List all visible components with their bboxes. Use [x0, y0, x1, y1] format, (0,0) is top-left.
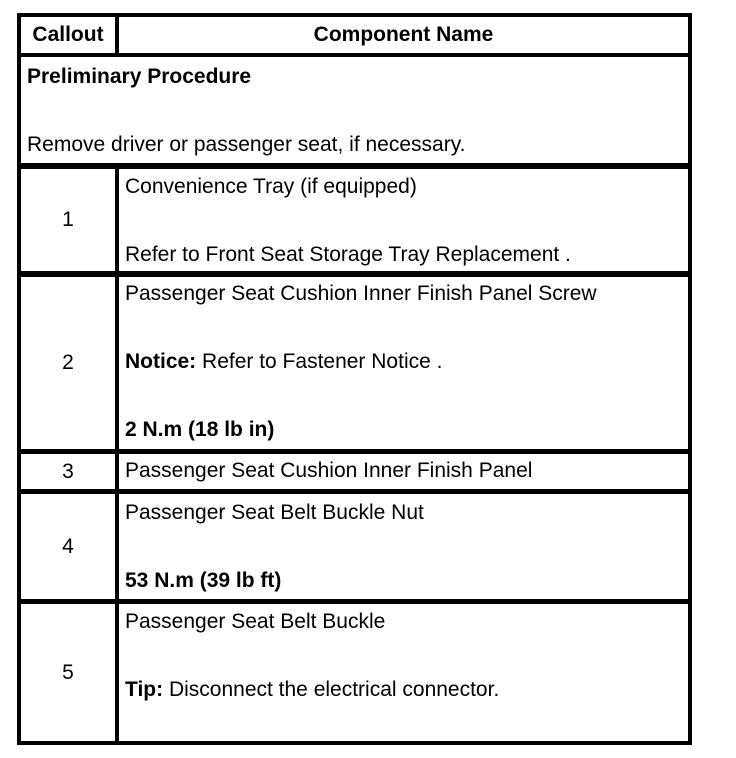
header-component-name: Component Name: [119, 17, 688, 53]
component-name: Passenger Seat Cushion Inner Finish Panel Screw: [125, 282, 597, 305]
callout-3: 3: [21, 454, 115, 489]
preliminary-title: Preliminary Procedure: [27, 65, 252, 88]
preliminary-procedure-cell: [21, 57, 688, 163]
component-row-2: [119, 277, 688, 449]
callout-5: 5: [21, 604, 115, 741]
component-row-3: [119, 454, 688, 489]
notice-label: Notice:: [125, 350, 197, 373]
component-row-4: [119, 494, 688, 599]
component-name: Passenger Seat Belt Buckle: [125, 610, 386, 633]
component-row-5: [119, 604, 688, 741]
component-name: Passenger Seat Belt Buckle Nut: [125, 501, 424, 524]
tip-label: Tip:: [125, 678, 164, 701]
torque-spec: 2 N.m (18 lb in): [125, 418, 275, 441]
tip-line: [125, 678, 499, 702]
notice-text: Refer to Fastener Notice .: [196, 350, 443, 373]
preliminary-text: Remove driver or passenger seat, if necessary.: [27, 133, 466, 156]
callout-1: 1: [21, 169, 115, 271]
torque-spec: 53 N.m (39 lb ft): [125, 569, 282, 592]
reference-note: Refer to Front Seat Storage Tray Replacement .: [125, 243, 571, 266]
component-name: Convenience Tray (if equipped): [125, 175, 417, 198]
header-callout: Callout: [21, 17, 115, 53]
tip-text: Disconnect the electrical connector.: [163, 678, 500, 701]
callout-2: 2: [21, 277, 115, 449]
component-name: Passenger Seat Cushion Inner Finish Panel: [125, 459, 533, 482]
component-table: [17, 13, 692, 745]
component-row-1: [119, 169, 688, 271]
callout-4: 4: [21, 494, 115, 599]
notice-line: [125, 350, 442, 374]
